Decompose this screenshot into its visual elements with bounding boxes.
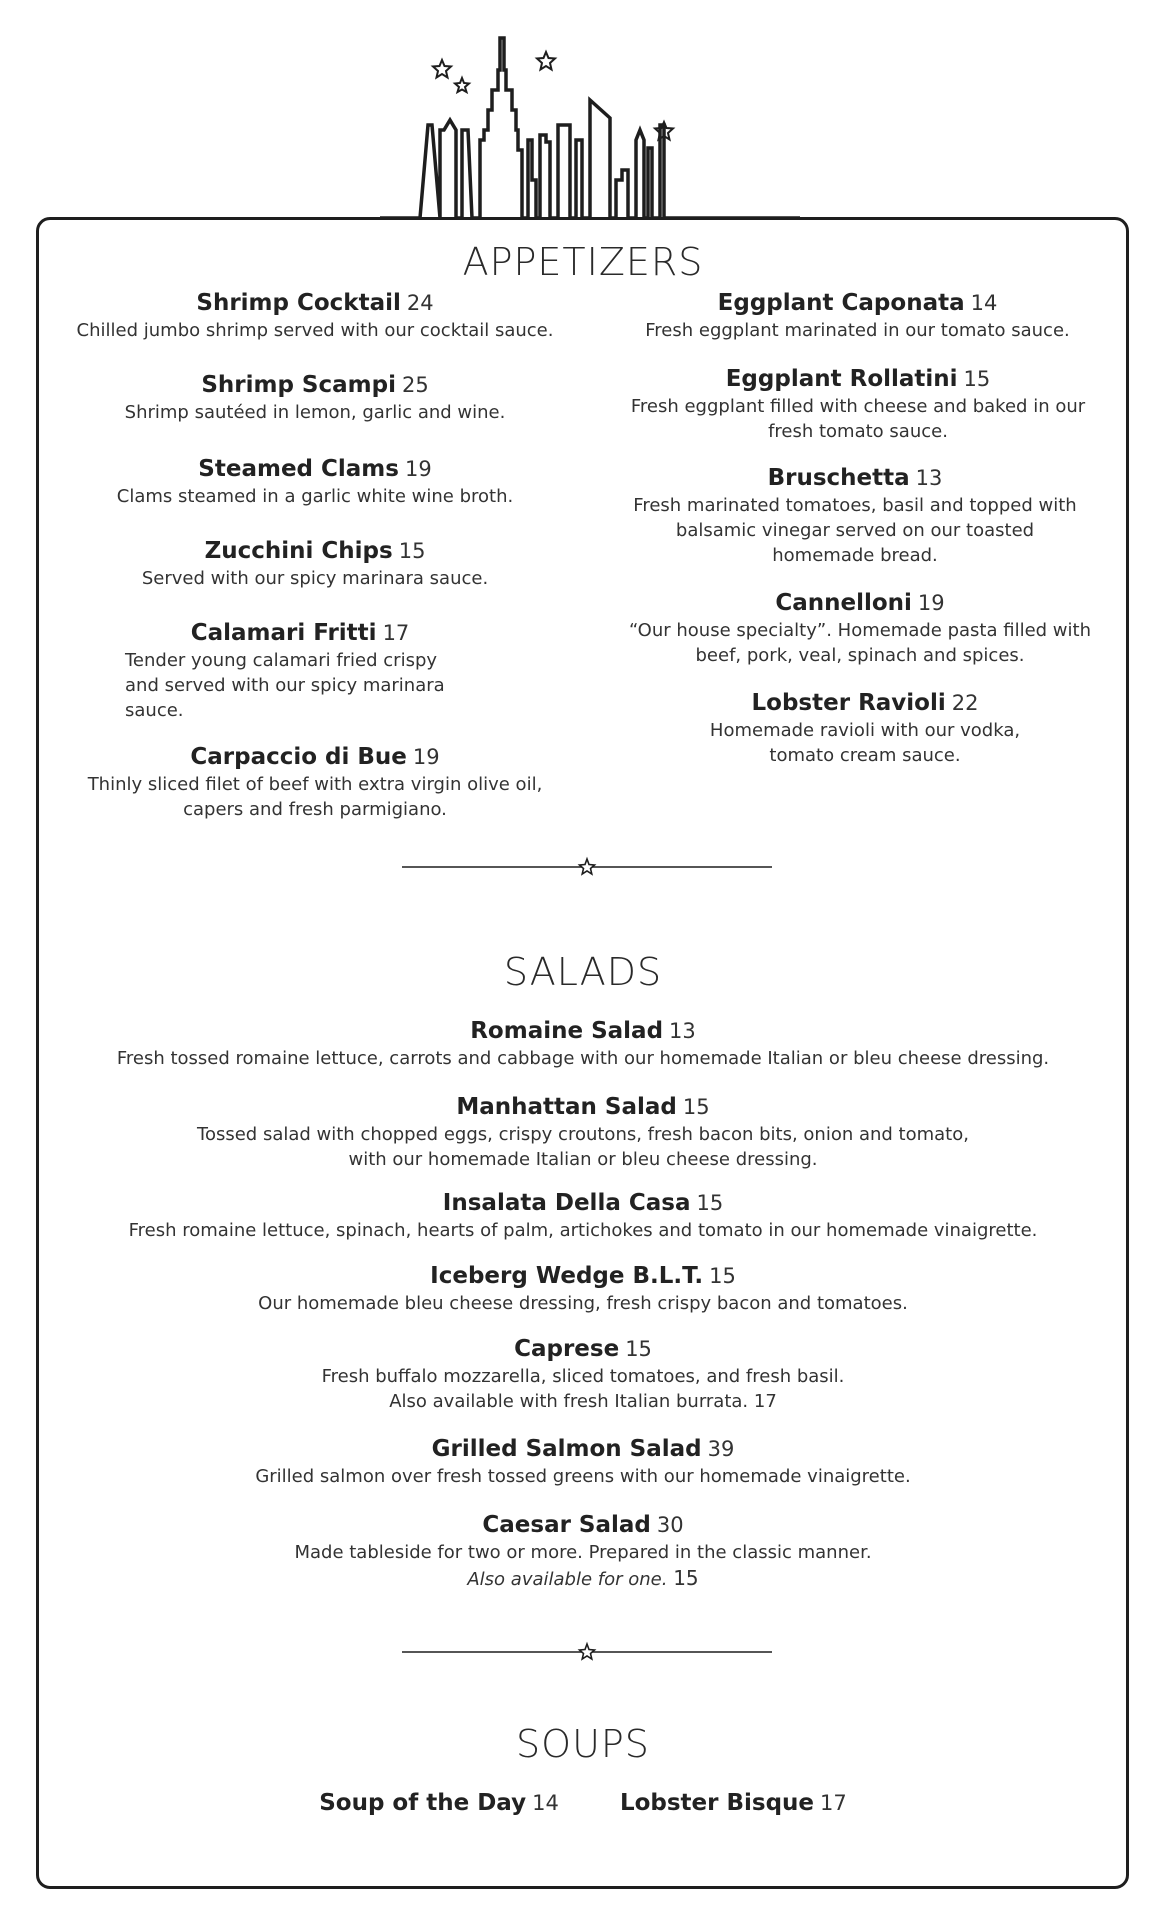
item-name: Caprese [514, 1336, 620, 1362]
menu-item [60, 1336, 1106, 1414]
item-description: Fresh tossed romaine lettuce, carrots and cabbage with our homemade Italian or bleu cheese dressing. [116, 1048, 1050, 1069]
item-name: Lobster Bisque [619, 1790, 815, 1816]
item-price: 25 [401, 373, 429, 397]
item-name: Eggplant Caponata [717, 290, 965, 316]
menu-item [60, 1263, 1106, 1316]
star-icon [580, 1644, 595, 1659]
item-name: Manhattan Salad [456, 1094, 677, 1120]
menu-item [630, 465, 1080, 568]
item-description: Our homemade bleu cheese dressing, fresh crispy bacon and tomatoes. [258, 1293, 908, 1314]
menu-item [70, 456, 560, 509]
appetizers-heading: APPETIZERS [462, 240, 704, 284]
item-name: Caesar Salad [482, 1512, 651, 1538]
item-price: 17 [382, 621, 410, 645]
item-description: Fresh eggplant marinated in our tomato sauce. [645, 320, 1070, 341]
item-description: Fresh buffalo mozzarella, sliced tomatoes, and fresh basil. [321, 1366, 845, 1387]
menu-item [620, 1790, 847, 1816]
item-price: 17 [820, 1791, 847, 1815]
item-price: 15 [682, 1095, 710, 1119]
item-price: 14 [970, 291, 998, 315]
menu-item [605, 290, 1110, 343]
item-name: Cannelloni [775, 590, 912, 616]
item-price: 13 [915, 466, 943, 490]
item-name: Steamed Clams [198, 456, 399, 482]
menu-item [85, 744, 545, 822]
menu-item [60, 1190, 1106, 1243]
city-skyline-illustration [380, 30, 800, 230]
item-price: 19 [412, 745, 440, 769]
star-icon [455, 78, 469, 92]
item-description: Fresh romaine lettuce, spinach, hearts of palm, artichokes and tomato in our homemade vinaigrette. [128, 1220, 1038, 1241]
item-description: Made tableside for two or more. Prepared in the classic manner. [294, 1542, 872, 1563]
item-description: Thinly sliced filet of beef with extra virgin olive oil, capers and fresh parmigiano. [87, 774, 543, 820]
menu-item [618, 366, 1098, 444]
item-price: 15 [625, 1337, 652, 1361]
item-price: 15 [696, 1191, 724, 1215]
menu-item [125, 620, 475, 723]
salads-heading: SALADS [503, 950, 663, 994]
menu-item [615, 590, 1105, 668]
item-description: Shrimp sautéed in lemon, garlic and wine. [124, 402, 506, 423]
star-icon [433, 60, 451, 78]
item-price: 39 [707, 1437, 735, 1461]
menu-item [70, 290, 560, 343]
item-name: Zucchini Chips [204, 538, 393, 564]
item-name: Iceberg Wedge B.L.T. [430, 1263, 704, 1289]
item-price: 24 [406, 291, 434, 315]
item-price: 22 [951, 691, 979, 715]
star-icon [580, 859, 595, 874]
item-price: 19 [917, 591, 945, 615]
menu-item [319, 1790, 559, 1816]
menu-item [70, 538, 560, 591]
item-name: Shrimp Cocktail [196, 290, 401, 316]
item-description: Grilled salmon over fresh tossed greens with our homemade vinaigrette. [255, 1466, 911, 1487]
item-description: Fresh marinated tomatoes, basil and topped with balsamic vinegar served on our toasted homemade bread. [633, 495, 1077, 566]
item-description: Clams steamed in a garlic white wine broth. [116, 486, 514, 507]
extra-italic-text: Also available for one. [467, 1569, 668, 1590]
item-price: 15 [398, 539, 426, 563]
item-description: Fresh eggplant filled with cheese and baked in our fresh tomato sauce. [630, 396, 1086, 442]
item-description: Homemade ravioli with our vodka, tomato cream sauce. [709, 720, 1021, 766]
item-price: 19 [404, 457, 432, 481]
item-price: 15 [963, 367, 991, 391]
menu-item [690, 690, 1040, 768]
soups-heading: SOUPS [516, 1722, 650, 1766]
menu-item [180, 1094, 986, 1172]
menu-item [60, 1436, 1106, 1489]
item-price: 15 [709, 1264, 736, 1288]
item-name: Romaine Salad [470, 1018, 664, 1044]
item-name: Shrimp Scampi [201, 372, 396, 398]
item-description: “Our house specialty”. Homemade pasta filled with beef, pork, veal, spinach and spices. [628, 620, 1091, 666]
item-description-extra: Also available with fresh Italian burrata. 17 [389, 1391, 777, 1412]
item-name: Eggplant Rollatini [725, 366, 958, 392]
item-description: Tossed salad with chopped eggs, crispy croutons, fresh bacon bits, onion and tomato, with our homemade Italian or bleu cheese dressing. [197, 1124, 969, 1170]
item-description: Chilled jumbo shrimp served with our cocktail sauce. [76, 320, 554, 341]
menu-item [60, 1512, 1106, 1592]
star-icon [537, 52, 555, 70]
item-name: Bruschetta [767, 465, 910, 491]
item-price: 30 [656, 1513, 684, 1537]
item-name: Lobster Ravioli [751, 690, 946, 716]
soups-row [0, 1790, 1166, 1816]
item-description: Served with our spicy marinara sauce. [141, 568, 489, 589]
item-name: Soup of the Day [319, 1790, 527, 1816]
extra-price: 15 [673, 1566, 699, 1590]
item-name: Grilled Salmon Salad [431, 1436, 702, 1462]
item-price: 13 [669, 1019, 696, 1043]
section-divider [402, 855, 772, 879]
item-description-extra [60, 1566, 1106, 1592]
item-description: Tender young calamari fried crispy and served with our spicy marinara sauce. [125, 650, 445, 721]
item-name: Insalata Della Casa [442, 1190, 691, 1216]
menu-item [60, 1018, 1106, 1071]
item-price: 14 [532, 1791, 559, 1815]
section-divider [402, 1640, 772, 1664]
menu-item [70, 372, 560, 425]
item-name: Carpaccio di Bue [190, 744, 407, 770]
item-name: Calamari Fritti [190, 620, 377, 646]
